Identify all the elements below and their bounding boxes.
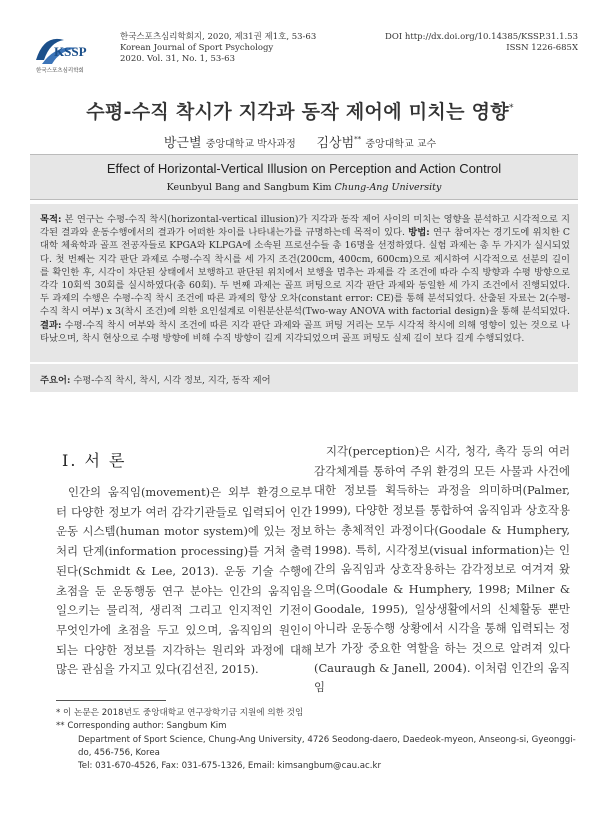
intro-paragraph-2: 지각(perception)은 시각, 청각, 촉각 등의 여러 감각체계를 통하여 주위 환경의 모든 사물과 사건에 대한 정보를 획득하는 과정을 의미하며(Palmer, 1999), 다양한 정보를 통합하여 움직임과 상호작용 하는 총체적인 과정이다(Goodale & Humphery, 1998). 특히, 시각정보(visual information)는 인간의 움직임과 상호작용하는 감각정보로 여겨져 왔으며(Goodale & Humphery, 1998; Milner & Goodale, 1995), 일상생활에서의 신체활동 뿐만 아니라 운동수행 상황에서 시각을 통해 입력되는 정보가 가장 중요한 역할을 하는 것으로 알려져 있다(Cauraugh & Janell, 2004). 이처럼 인간의 움직임 <box>314 444 570 695</box>
journal-line-english: Korean Journal of Sport Psychology <box>120 43 274 53</box>
keywords-label: 주요어: <box>40 375 71 386</box>
paper-title-text: 수평-수직 착시가 지각과 동작 제어에 미치는 영향 <box>86 101 509 123</box>
english-author-names: Keunbyul Bang and Sangbum Kim <box>166 182 332 193</box>
logo-text: KSSP <box>54 44 87 59</box>
section-heading-introduction: Ⅰ. 서 론 <box>62 451 127 470</box>
footnote-address: Department of Sport Science, Chung-Ang University, 4726 Seodong-daero, Daedeok-myeon, Anseong-si, Gyeonggi-do, 456-756, Korea <box>78 734 576 758</box>
journal-line-volume: 2020. Vol. 31, No. 1, 53-63 <box>120 54 235 64</box>
intro-paragraph-1: 인간의 움직임(movement)은 외부 환경으로부터 다양한 정보가 여러 감각기관들로 입력되어 인간 운동 시스템(human motor system)에 있는 정보처리 단계(information processing)를 거쳐 출력된다(Schmidt & Lee, 2013). 운동 기술 수행에 초점을 둔 운동행동 연구 분야는 인간의 움직임을 일으키는 물리적, 생리적 그리고 인지적인 기전이 무엇인가에 초점을 두고 있으며, 움직임의 원인이 되는 다양한 정보를 지각하는 원리와 과정에 대해 많은 관심을 가지고 있다(김선진, 2015). <box>56 485 312 677</box>
keywords-box <box>30 364 578 392</box>
author-2-affiliation: 중앙대학교 교수 <box>365 139 437 150</box>
journal-header <box>30 30 578 76</box>
abstract-method: 연구 참여자는 경기도에 위치한 C 대학 체육학과 골프 전공자들로 KPGA와 KLPGA에 소속된 프로선수들 총 16명을 선정하였다. 실험 과제는 총 두 가지가 실시되었다. 첫 번째는 지각 판단 과제로 수평-수직 착시를 세 가지 조건(200cm, 400cm, 600cm)으로 제시하여 시각적으로 선분의 길이를 확인한 후, 시각이 차단된 상태에서 보행하고 판단된 위치에서 보행을 멈추는 과제를 각 조건에 따라 수직 방향과 수평 방향으로 각각 10회씩 30회를 실시하였다(총 60회). 두 번째 과제는 골프 퍼팅으로 지각 판단 과제와 동일한 세 가지 조건에서 진행되었다. 두 과제의 수행은 수평-수직 착시 조건에 따른 과제의 항상 오차(constant error: CE)를 통해 분석되었다. 산출된 자료는 2(수평-수직 착시 여부) x 3(착시 조건)에 의한 요인설계로 이원분산분석(Two-way ANOVA with factorial design)을 통해 분석되었다. <box>40 227 570 318</box>
journal-logo <box>30 30 96 74</box>
left-column <box>56 445 312 680</box>
footnote-corresponding: ** Corresponding author: Sangbum Kim <box>56 721 227 732</box>
authors-korean <box>0 132 600 151</box>
footnote-contact: Tel: 031-670-4526, Fax: 031-675-1326, Email: kimsangbum@cau.ac.kr <box>78 761 382 772</box>
title-footnote-mark: * <box>508 103 514 114</box>
right-column <box>314 442 570 698</box>
doi-link[interactable]: DOI http://dx.doi.org/10.14385/KSSP.31.1.53 <box>385 32 578 42</box>
english-affiliation: Chung-Ang University <box>334 182 442 193</box>
abstract-label-purpose: 목적: <box>40 214 62 225</box>
issn: ISSN 1226-685X <box>506 43 578 53</box>
abstract-label-result: 결과: <box>40 319 62 331</box>
author-1-name: 방근별 <box>163 136 202 151</box>
abstract-purpose: 본 연구는 수평-수직 착시(horizontal-vertical illusion)가 지각과 동작 제어 사이의 미치는 영향을 분석하고 시각적으로 지각된 결과와 운동수행에서의 결과가 어떠한 차이를 나타내는가를 규명하는데 목적이 있다. <box>40 214 570 239</box>
footnotes <box>56 707 576 773</box>
keywords <box>40 372 271 386</box>
author-1-affiliation: 중앙대학교 박사과정 <box>205 139 296 150</box>
paper-title <box>0 97 600 124</box>
doi-block <box>385 32 578 54</box>
author-2-mark: ** <box>354 135 362 144</box>
logo-subtext: 한국스포츠심리학회 <box>36 68 84 74</box>
author-2-name: 김상범 <box>316 136 355 151</box>
english-title-band <box>30 154 578 200</box>
journal-citation <box>120 32 316 65</box>
abstract <box>40 213 570 345</box>
journal-line-korean: 한국스포츠심리학회지, 2020, 제31권 제1호, 53-63 <box>120 32 317 42</box>
english-authors <box>30 182 578 193</box>
abstract-box <box>30 204 578 362</box>
abstract-label-method: 방법: <box>408 227 430 239</box>
keywords-text: 수평-수직 착시, 착시, 시각 정보, 지각, 동작 제어 <box>70 375 271 386</box>
footnote-divider <box>56 700 166 701</box>
english-title: Effect of Horizontal-Vertical Illusion on Perception and Action Control <box>106 161 502 176</box>
footnote-funding: * 이 논문은 2018년도 중앙대학교 연구장학기금 지원에 의한 것임 <box>56 708 304 718</box>
abstract-result: 수평-수직 착시 여부와 착시 조건에 따른 지각 판단 과제와 골프 퍼팅 거리는 모두 시각적 착시에 의해 영향이 있는 것으로 나타났으며, 착시 현상으로 수평 방향에 비해 수직 방향이 길게 지각되었으며 골프 퍼팅도 실제 길이 보다 길게 수행되었다. <box>40 319 570 344</box>
